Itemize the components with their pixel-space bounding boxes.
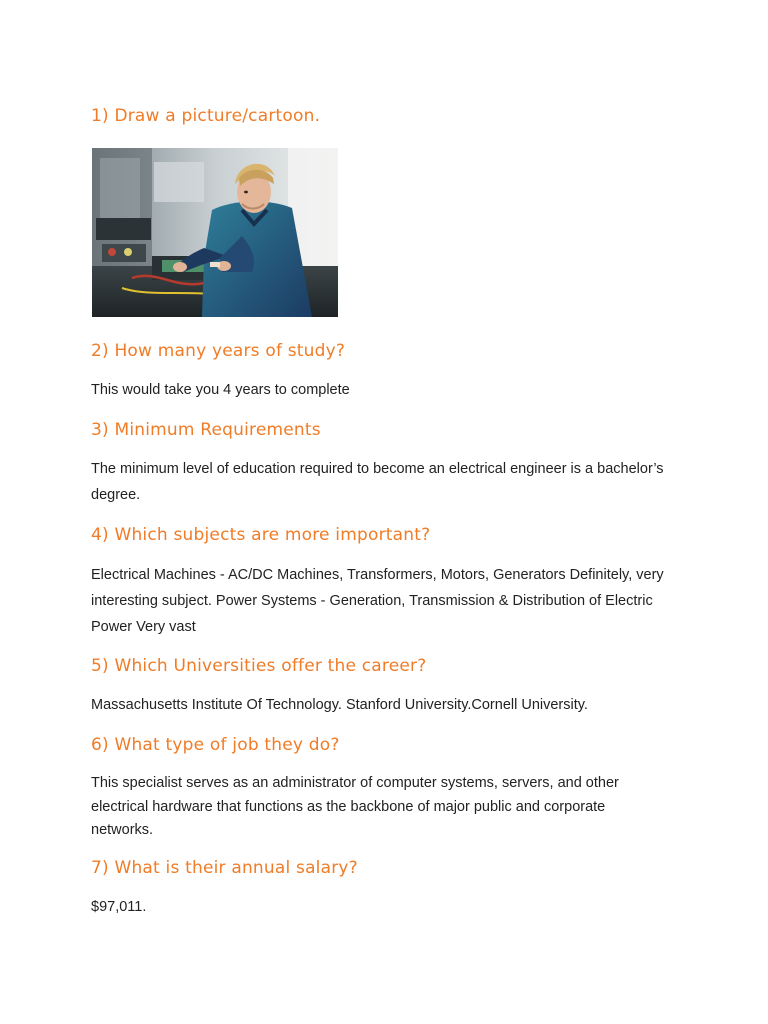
section-4-text: Electrical Machines - AC/DC Machines, Transformers, Motors, Generators Definitely, very interesting subject. Power Systems - Generation, Transmission & Distribution of Electric Power Very vast xyxy=(91,567,664,635)
section-5-text: Massachusetts Institute Of Technology. Stanford University.Cornell University. xyxy=(91,697,588,713)
section-3-text: The minimum level of education required to become an electrical engineer is a bachelor’s degree. xyxy=(91,461,664,503)
section-6-heading: 6) What type of job they do? xyxy=(91,735,340,755)
engineer-photo xyxy=(92,148,338,317)
section-6-text: This specialist serves as an administrator of computer systems, servers, and other electrical hardware that functions as the backbone of major public and corporate networks. xyxy=(91,775,619,838)
section-1-heading: 1) Draw a picture/cartoon. xyxy=(91,106,321,126)
section-7-text: $97,011. xyxy=(91,899,147,915)
section-2-text: This would take you 4 years to complete xyxy=(91,382,350,398)
section-3-heading: 3) Minimum Requirements xyxy=(91,420,321,440)
section-4-heading: 4) Which subjects are more important? xyxy=(91,525,431,545)
section-2-heading: 2) How many years of study? xyxy=(91,341,346,361)
section-7-heading: 7) What is their annual salary? xyxy=(91,858,358,878)
section-5-heading: 5) Which Universities offer the career? xyxy=(91,656,427,676)
